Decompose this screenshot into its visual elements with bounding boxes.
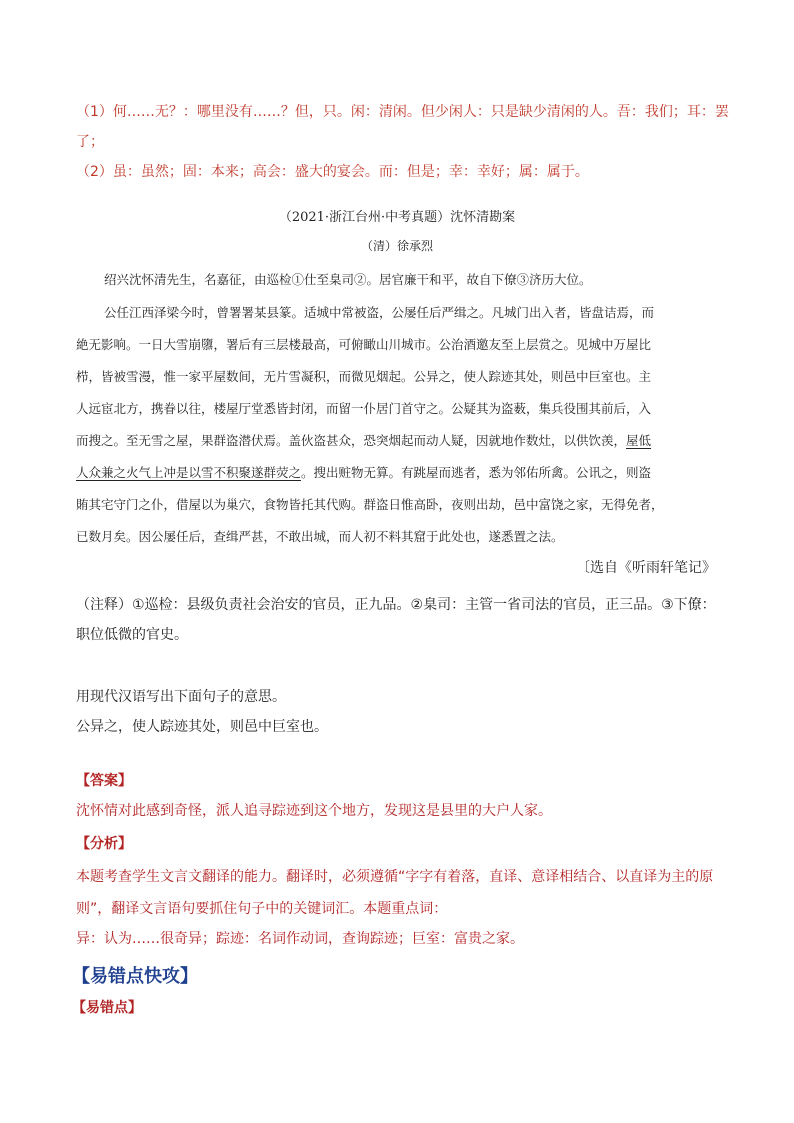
prev-answer-line-1b: 了； bbox=[76, 134, 104, 150]
analysis-label: 【分析】 bbox=[76, 836, 132, 852]
answer-label: 【答案】 bbox=[76, 773, 132, 789]
passage-line: 人远宦北方，携眷以往，楼屋厅堂悉皆封闭，而留一仆居门首守之。公疑其为盗薮，集兵役围其前后，入 bbox=[76, 401, 652, 416]
passage-line: 公任江西泽梁今时，曾署署某县篆。适城中常被盗，公屡任后严缉之。凡城门出入者，皆盘诘焉，而 bbox=[104, 305, 655, 320]
section-subheading: 【易错点】 bbox=[72, 1000, 142, 1016]
notes-line-1: （注释）①巡检：县级负责社会治安的官员，正九品。②臬司：主管一省司法的官员，正三品。③下僚： bbox=[76, 597, 716, 613]
passage-line: 賄其宅守门之仆，借屋以为巢穴，食物皆托其代购。群盗日惟高卧，夜则出劫，邑中富饶之家，无得免者， bbox=[76, 497, 664, 512]
underlined-sentence-start: 屋低 bbox=[626, 433, 652, 448]
passage-line: 栉，皆被雪漫，惟一家平屋数间，无片雪凝积，而微见烟起。公异之，使人踪迹其处，则邑中巨室也。主 bbox=[76, 369, 652, 384]
analysis-line-1: 本题考查学生文言文翻译的能力。翻译时，必须遵循“字字有着落，直译、意译相结合、以直译为主的原 bbox=[76, 869, 714, 885]
passage-text: 。搜出赃物无算。有跳屋而逃者，悉为邻佑所禽。公讯之，则盗 bbox=[301, 465, 652, 480]
question-prompt: 用现代汉语写出下面句子的意思。 bbox=[76, 689, 286, 705]
passage-line: 已数月矣。因公屡任后，查缉严甚，不敢出城，而人初不料其窟于此处也，遂悉置之法。 bbox=[76, 529, 564, 544]
passage-line bbox=[76, 463, 651, 481]
analysis-line-2: 则”，翻译文言语句要抓住句子中的关键词汇。本题重点词： bbox=[76, 901, 448, 917]
notes-line-2: 职位低微的官史。 bbox=[76, 627, 188, 643]
passage-line bbox=[76, 431, 651, 449]
passage-source: 〔选自《听雨轩笔记》 bbox=[576, 560, 716, 576]
analysis-line-3: 异：认为……很奇异；踪迹：名词作动词，查询踪迹；巨室：富贵之家。 bbox=[76, 931, 524, 947]
passage-text: 而搜之。至无雪之屋，果群盗潜伏焉。盖伙盗甚众，恐突烟起而动人疑，因就地作数灶，以供饮羡， bbox=[76, 433, 627, 448]
prev-answer-line-2: （2）虽：虽然；固：本来；高会：盛大的宴会。而：但是；幸：幸好；属：属于。 bbox=[76, 164, 589, 180]
prev-answer-line-1: （1）何……无？：哪里没有……？但，只。闲：清闲。但少闲人：只是缺少清闲的人。吾：我们；耳：罢 bbox=[76, 104, 729, 120]
passage-line: 絶无影响。一日大雪崩隳，署后有三层楼最高，可俯瞰山川城市。公治酒邀友至上层赏之。见城中万屋比 bbox=[76, 337, 652, 352]
question-sentence: 公异之，使人踪迹其处，则邑中巨室也。 bbox=[76, 719, 328, 735]
passage-title: （2021·浙江台州·中考真题）沈怀清勘案 bbox=[278, 210, 516, 225]
passage-author: （清）徐承烈 bbox=[360, 239, 433, 253]
answer-text: 沈怀情对此感到奇怪，派人追寻踪迹到这个地方，发现这是县里的大户人家。 bbox=[76, 803, 552, 819]
underlined-sentence: 人众兼之火气上冲是以雪不积聚遂群荧之 bbox=[76, 465, 302, 480]
passage-paragraph-1: 绍兴沈怀清先生，名嘉征，由巡检①仕至臬司②。居官廉干和平，故自下僚③济历大位。 bbox=[104, 272, 592, 287]
section-heading: 【易错点快攻】 bbox=[72, 966, 198, 987]
